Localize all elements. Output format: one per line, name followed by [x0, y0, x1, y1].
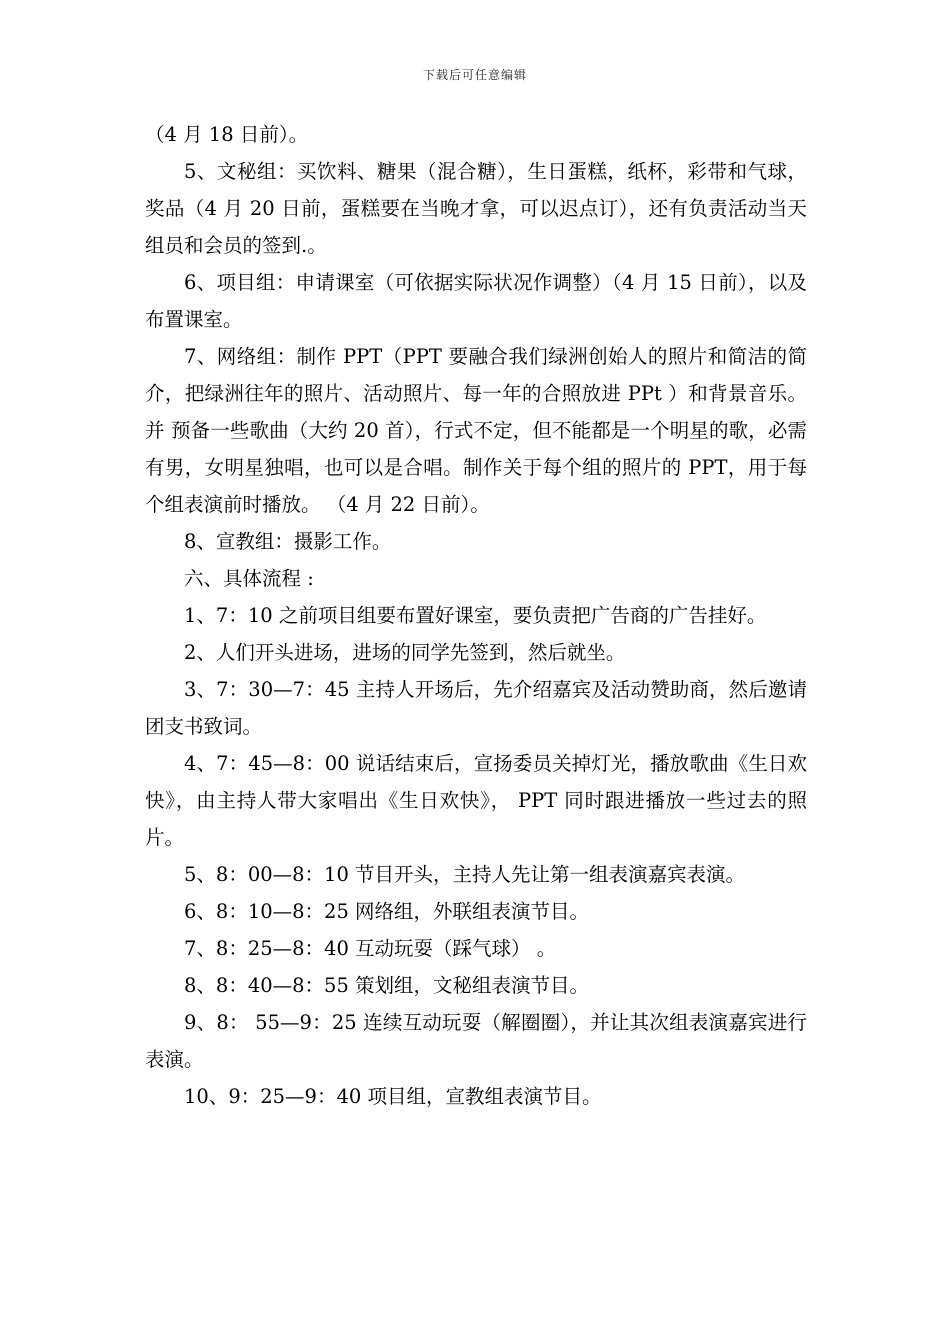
paragraph: 6、8：10—8：25 网络组，外联组表演节目。 — [184, 900, 590, 923]
page-header: 下载后可任意编辑 — [422, 68, 527, 82]
paragraph: 1、7：10 之前项目组要布置好课室，要负责把广告商的广告挂好。 — [184, 604, 767, 627]
paragraph: 3、7：30—7：45 主持人开场后，先介绍嘉宾及活动赞助商，然后邀请团支书致词。 — [145, 678, 807, 738]
paragraph: 6、项目组：申请课室（可依据实际状况作调整）（4 月 15 日前），以及布置课室。 — [145, 271, 807, 331]
paragraph: 2、人们开头进场，进场的同学先签到，然后就坐。 — [184, 641, 626, 664]
paragraph: 10、9：25—9：40 项目组，宣教组表演节目。 — [184, 1085, 602, 1108]
paragraph: 7、网络组：制作 PPT（PPT 要融合我们绿洲创始人的照片和简洁的简介，把绿洲往年的照片、活动照片、每一年的合照放进 PPt ）和背景音乐。并 预备一些歌曲（大约 20 首），行式不定，但不能都是一个明星的歌，必需有男，女明星独唱，也可以是合唱。制作关于每个组的照片的 PPT，用于每个组表演前时播放。 （4 月 22 日前）。 — [145, 345, 807, 516]
paragraph: 7、8：25—8：40 互动玩耍（踩气球） 。 — [184, 937, 557, 960]
document-body — [145, 116, 807, 1115]
paragraph: 9、8： 55—9：25 连续互动玩耍（解圈圈），并让其次组表演嘉宾进行表演。 — [145, 1011, 807, 1071]
paragraph: 8、宣教组：摄影工作。 — [184, 530, 392, 553]
paragraph: 8、8：40—8：55 策划组，文秘组表演节目。 — [184, 974, 590, 997]
paragraph: 5、文秘组：买饮料、糖果（混合糖），生日蛋糕，纸杯，彩带和气球，奖品（4 月 20 日前，蛋糕要在当晚才拿，可以迟点订），还有负责活动当天组员和会员的签到.。 — [145, 160, 807, 257]
paragraph: 5、8：00—8：10 节目开头，主持人先让第一组表演嘉宾表演。 — [184, 863, 746, 886]
section-heading: 六、具体流程 : — [184, 567, 314, 590]
paragraph: （4 月 18 日前）。 — [145, 123, 309, 146]
paragraph: 4、7：45—8：00 说话结束后，宣扬委员关掉灯光，播放歌曲《生日欢快》，由主持人带大家唱出《生日欢快》， PPT 同时跟进播放一些过去的照片。 — [145, 752, 807, 849]
